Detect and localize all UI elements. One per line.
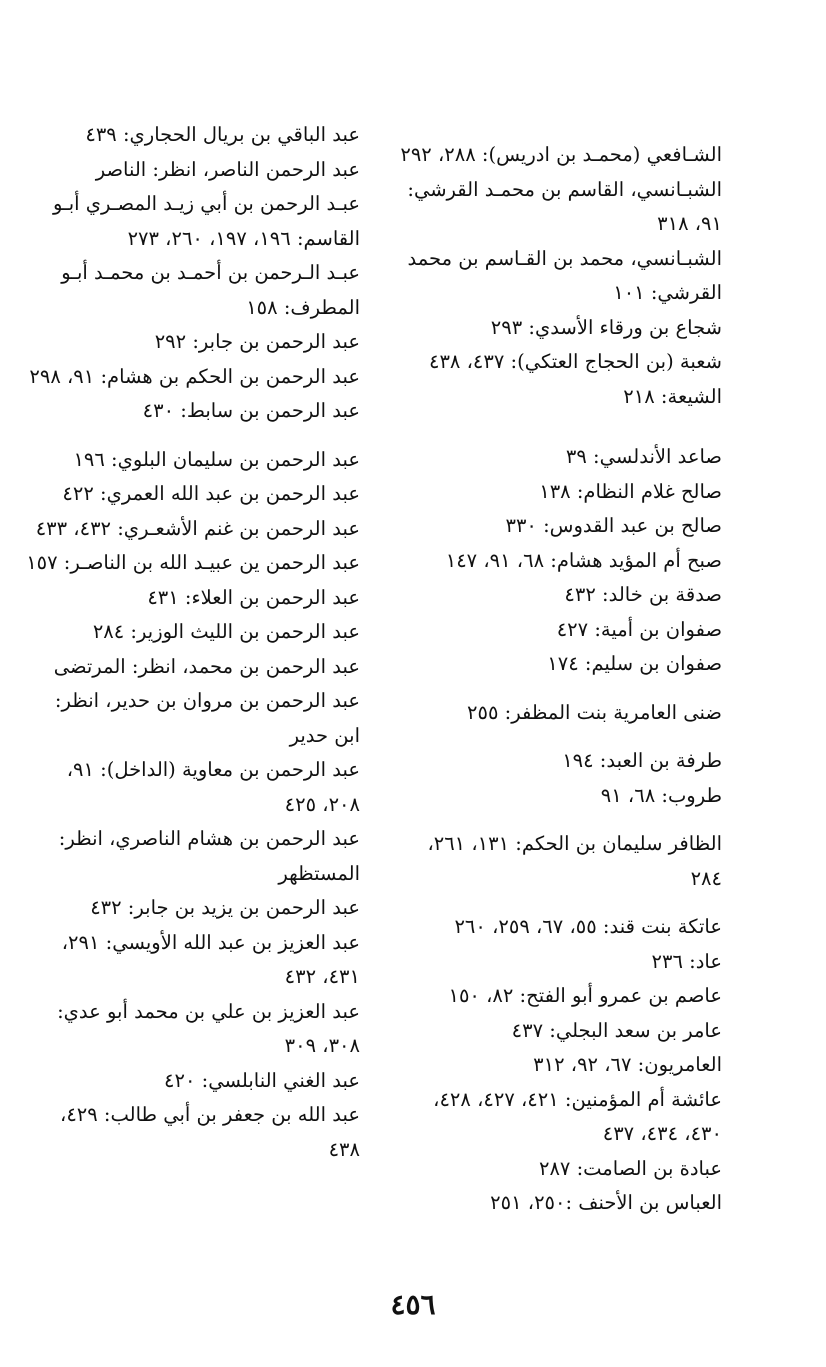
index-entry: الشيعة: ٢١٨ [623, 384, 722, 408]
index-entry: عاد: ٢٣٦ [651, 949, 722, 973]
index-entry: عبـد الـرحمن بن أحمـد بن محمـد أبـو المطرف: ١٥٨ [61, 261, 360, 319]
index-entry: عبد الرحمن بن الحكم بن هشام: ٩١، ٢٩٨ [29, 364, 360, 388]
page-number: ٤٥٦ [390, 1288, 436, 1321]
index-entry: شعبة (بن الحجاج العتكي): ٤٣٧، ٤٣٨ [428, 350, 722, 373]
index-entry: عبد الرحمن بن سليمان البلوي: ١٩٦ [73, 447, 360, 471]
index-entry: الشـافعي (محمـد بن ادريس): ٢٨٨، ٢٩٢ [400, 143, 722, 166]
section-gap [400, 813, 722, 827]
index-entry: عائشة أم المؤمنين: ٤٢١، ٤٢٧، ٤٢٨، ٤٣٠، ٤٣٤، ٤٣٧ [433, 1087, 722, 1145]
index-entry: ضنى العامرية بنت المظفر: ٢٥٥ [467, 700, 722, 724]
index-entry: عبد الرحمن بن هشام الناصري، انظر: المستظهر [58, 827, 360, 885]
section-gap [400, 682, 722, 696]
index-entry: صفوان بن سليم: ١٧٤ [547, 652, 722, 675]
index-entry: الشبـانسي، محمد بن القـاسم بن محمد القرشي: ١٠١ [407, 246, 722, 304]
index-entry: عبد الله بن جعفر بن أبي طالب: ٤٢٩، ٤٣٨ [60, 1103, 360, 1161]
right-column [400, 138, 722, 1221]
index-entry: طروب: ٦٨، ٩١ [600, 783, 722, 807]
section-gap [400, 896, 722, 910]
index-entry: العامريون: ٦٧، ٩٢، ٣١٢ [533, 1053, 722, 1076]
index-entry: الشبـانسي، القاسم بن محمـد القرشي: ٩١، ٣١٨ [407, 177, 722, 235]
index-entry: صالح غلام النظام: ١٣٨ [539, 479, 722, 503]
index-entry: عبادة بن الصامت: ٢٨٧ [538, 1156, 722, 1180]
index-entry: عاتكة بنت قند: ٥٥، ٦٧، ٢٥٩، ٢٦٠ [454, 915, 722, 938]
index-entry: صاعد الأندلسي: ٣٩ [565, 445, 722, 468]
index-entry: عبد الرحمن بن عبد الله العمري: ٤٢٢ [62, 482, 360, 505]
index-entry: صبح أم المؤيد هشام: ٦٨، ٩١، ١٤٧ [445, 548, 722, 572]
section-gap [400, 730, 722, 744]
section-gap [400, 414, 722, 440]
index-entry: عبد الرحمن بن مروان بن حدير، انظر: ابن حدير [54, 689, 360, 747]
index-entry: عبد الباقي بن بريال الحجاري: ٤٣٩ [85, 123, 360, 146]
index-entry: عبد الرحمن ين عبيـد الله بن الناصـر: ١٥٧ [26, 551, 360, 574]
index-entry: الظافر سليمان بن الحكم: ١٣١، ٢٦١، ٢٨٤ [427, 832, 722, 890]
index-entry: عبد الرحمن الناصر، انظر: الناصر [95, 157, 360, 181]
section-gap [24, 429, 360, 443]
index-entry: عبد الرحمن بن غنم الأشعـري: ٤٣٢، ٤٣٣ [35, 516, 360, 540]
index-entry: عبـد الرحمن بن أبي زيـد المصـري أبـو القاسم: ١٩٦، ١٩٧، ٢٦٠، ٢٧٣ [52, 192, 360, 250]
index-entry: عبد الرحمن بن العلاء: ٤٣١ [147, 585, 360, 609]
index-entry: صفوان بن أمية: ٤٢٧ [556, 617, 722, 641]
index-entry: عبد الرحمن بن الليث الوزير: ٢٨٤ [92, 620, 360, 643]
index-entry: عبد الرحمن بن سابط: ٤٣٠ [142, 399, 360, 422]
index-entry: عبد الرحمن بن يزيد بن جابر: ٤٣٢ [90, 896, 360, 919]
left-column [24, 118, 360, 1167]
index-entry: عامر بن سعد البجلي: ٤٣٧ [511, 1018, 722, 1042]
index-entry: عبد الغني النابلسي: ٤٢٠ [164, 1068, 360, 1092]
index-entry: عبد العزيز بن عبد الله الأويسي: ٢٩١، ٤٣١، ٤٣٢ [61, 930, 360, 988]
index-entry: عبد الرحمن بن معاوية (الداخل): ٩١، ٢٠٨، ٤٢٥ [66, 758, 360, 816]
index-entry: عبد العزيز بن علي بن محمد أبو عدي: ٣٠٨، ٣٠٩ [57, 999, 360, 1057]
index-entry: شجاع بن ورقاء الأسدي: ٢٩٣ [490, 315, 722, 339]
index-entry: صالح بن عبد القدوس: ٣٣٠ [505, 514, 722, 537]
index-entry: عبد الرحمن بن محمد، انظر: المرتضى [53, 654, 360, 678]
index-entry: صدقة بن خالد: ٤٣٢ [564, 583, 722, 606]
index-entry: العباس بن الأحنف :٢٥٠، ٢٥١ [490, 1191, 722, 1214]
index-entry: طرفة بن العبد: ١٩٤ [562, 749, 722, 772]
index-entry: عاصم بن عمرو أبو الفتح: ٨٢، ١٥٠ [448, 984, 722, 1007]
index-entry: عبد الرحمن بن جابر: ٢٩٢ [154, 330, 360, 353]
